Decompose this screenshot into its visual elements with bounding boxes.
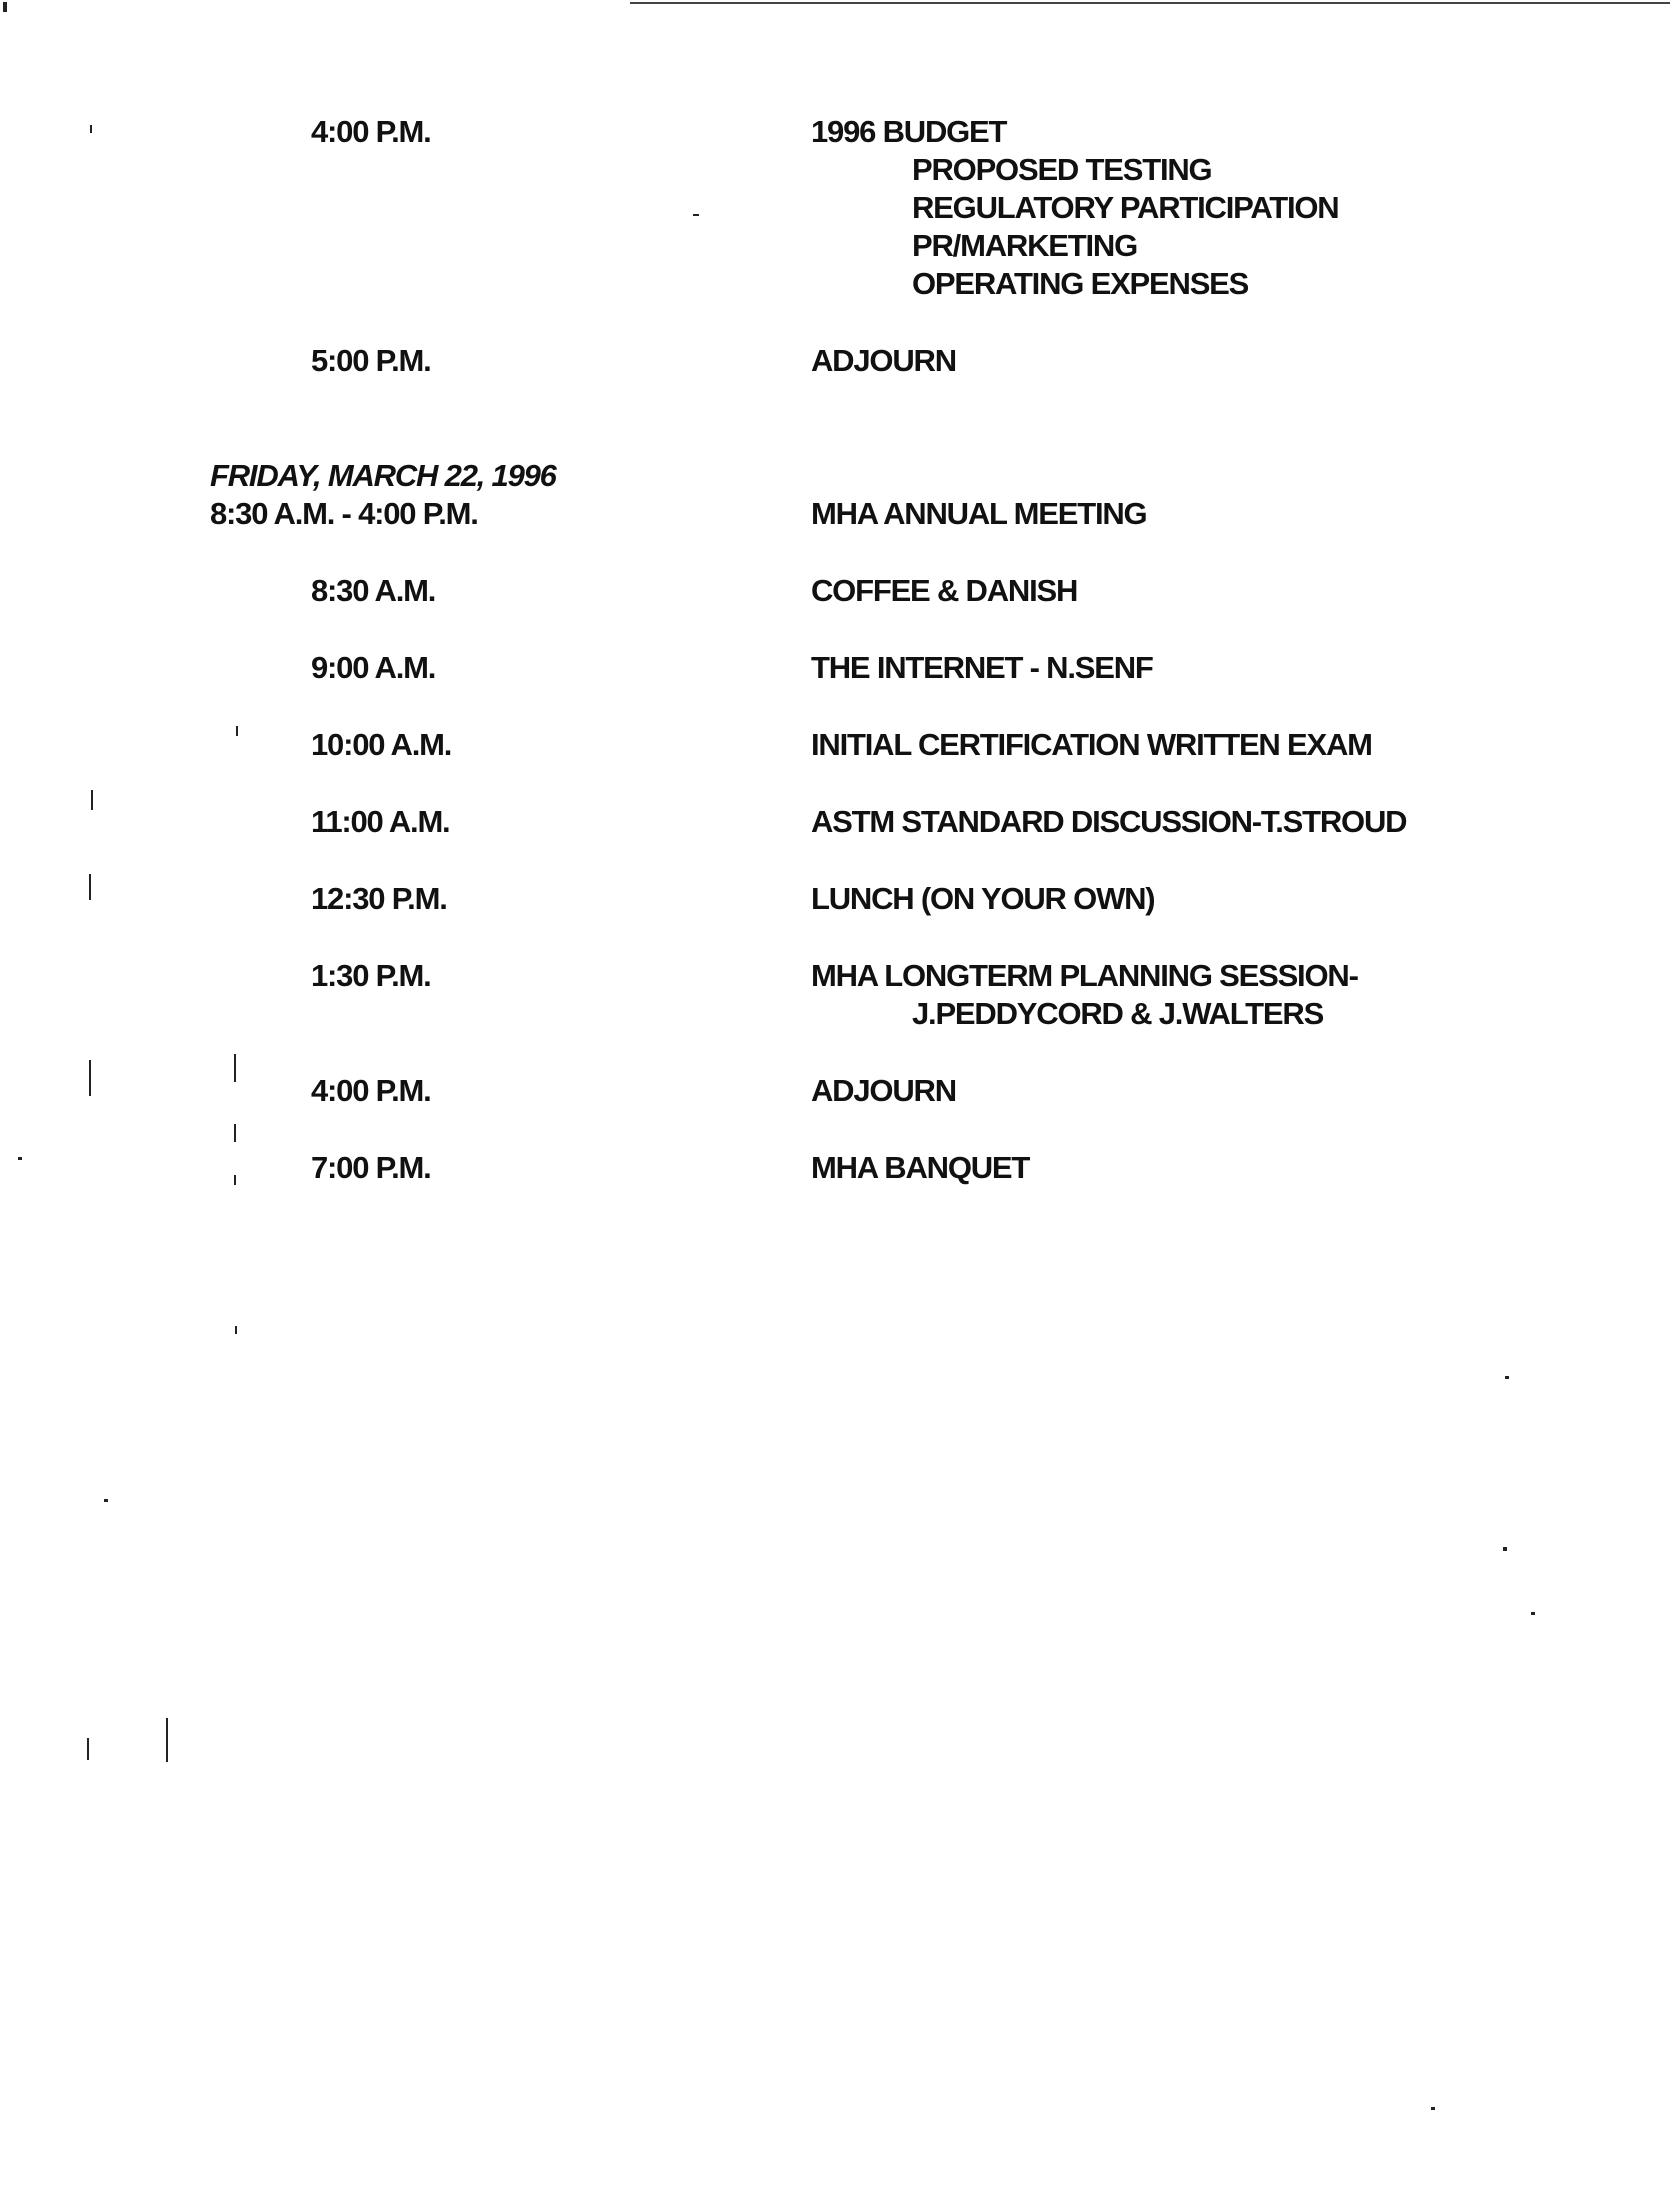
budget-item: PROPOSED TESTING — [912, 152, 1212, 187]
schedule-event: ADJOURN — [811, 1073, 956, 1108]
scan-mark — [18, 1157, 22, 1160]
scan-mark — [234, 1054, 236, 1082]
schedule-event-continued: J.PEDDYCORD & J.WALTERS — [912, 996, 1324, 1031]
schedule-time: 10:00 A.M. — [311, 727, 452, 762]
top-border-line — [630, 2, 1670, 4]
time-4pm: 4:00 P.M. — [311, 114, 431, 149]
scan-mark — [234, 1124, 236, 1142]
schedule-event: INITIAL CERTIFICATION WRITTEN EXAM — [811, 727, 1372, 762]
scan-mark — [104, 1499, 108, 1502]
schedule-event: LUNCH (ON YOUR OWN) — [811, 881, 1155, 916]
scan-mark — [1505, 1376, 1509, 1379]
scan-mark — [1431, 2107, 1435, 2110]
scan-mark — [234, 1175, 236, 1185]
scan-mark — [236, 726, 238, 736]
scan-mark — [89, 1060, 91, 1096]
scan-mark — [89, 874, 91, 900]
scan-mark — [1503, 1547, 1507, 1551]
scan-mark — [91, 790, 93, 810]
scan-mark — [3, 2, 7, 12]
scan-mark — [1531, 1612, 1535, 1615]
schedule-time: 7:00 P.M. — [311, 1150, 431, 1185]
schedule-time: 1:30 P.M. — [311, 958, 431, 993]
schedule-event: MHA LONGTERM PLANNING SESSION- — [811, 958, 1358, 993]
time-5pm: 5:00 P.M. — [311, 343, 431, 378]
scan-mark — [90, 125, 92, 133]
scan-mark — [693, 214, 699, 216]
budget-title: 1996 BUDGET — [811, 114, 1007, 149]
budget-item: REGULATORY PARTICIPATION — [912, 190, 1339, 225]
scan-mark — [235, 1326, 237, 1334]
scan-mark — [87, 1738, 89, 1760]
schedule-event: THE INTERNET - N.SENF — [811, 650, 1153, 685]
adjourn-label: ADJOURN — [811, 343, 956, 378]
schedule-event: COFFEE & DANISH — [811, 573, 1078, 608]
annual-meeting-label: MHA ANNUAL MEETING — [811, 496, 1147, 531]
schedule-time: 11:00 A.M. — [311, 804, 450, 839]
scan-mark — [166, 1718, 168, 1762]
budget-item: OPERATING EXPENSES — [912, 266, 1249, 301]
friday-date-heading: FRIDAY, MARCH 22, 1996 — [210, 458, 556, 493]
schedule-time: 12:30 P.M. — [311, 881, 447, 916]
meeting-time-range: 8:30 A.M. - 4:00 P.M. — [210, 496, 478, 531]
schedule-time: 9:00 A.M. — [311, 650, 436, 685]
budget-item: PR/MARKETING — [912, 228, 1137, 263]
schedule-event: MHA BANQUET — [811, 1150, 1030, 1185]
schedule-time: 8:30 A.M. — [311, 573, 436, 608]
schedule-event: ASTM STANDARD DISCUSSION-T.STROUD — [811, 804, 1407, 839]
schedule-time: 4:00 P.M. — [311, 1073, 431, 1108]
